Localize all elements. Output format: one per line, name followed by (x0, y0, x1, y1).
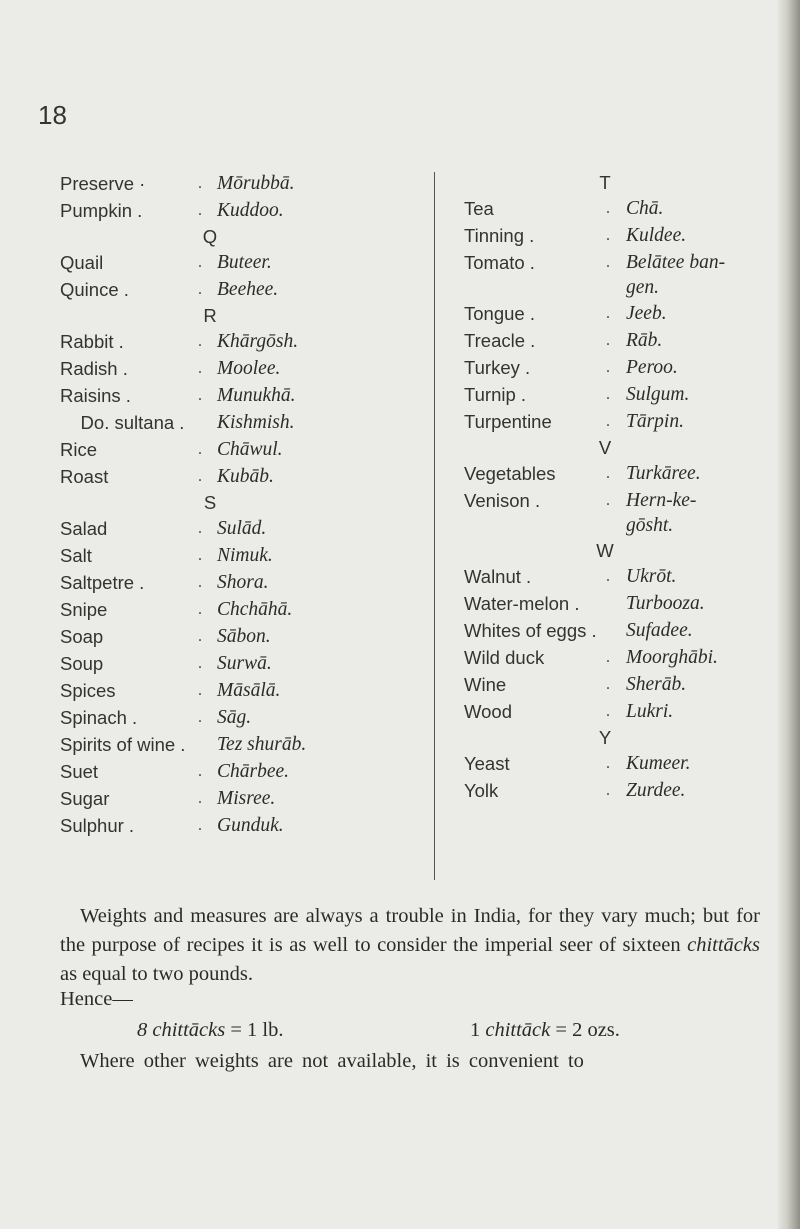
leader-dot: . (198, 655, 202, 672)
glossary-entry (450, 590, 770, 617)
glossary-entry (450, 617, 770, 644)
translation: Nimuk. (217, 545, 273, 566)
glossary-entry (60, 812, 440, 839)
english-term: Wood (464, 701, 512, 722)
english-term: Wild duck (464, 647, 545, 668)
english-term: Turnip . (464, 384, 527, 405)
translation: Chā. (626, 198, 664, 219)
translation: Ukrōt. (626, 566, 677, 587)
glossary-entry (60, 249, 440, 276)
equation2-pre: 1 (470, 1019, 486, 1041)
section-letter: Q (202, 226, 218, 247)
glossary-entry (60, 276, 440, 303)
translation: Māsālā. (217, 680, 281, 701)
leader-dot: . (606, 413, 610, 430)
translation: Misree. (217, 788, 276, 809)
translation: Hern-ke- (626, 490, 697, 511)
translation: Peroo. (626, 357, 678, 378)
glossary-entry (450, 563, 770, 590)
glossary-entry (450, 777, 770, 804)
english-term: Salt (60, 545, 92, 566)
equation1-rest: = 1 lb. (225, 1019, 284, 1041)
section-letter: R (203, 305, 217, 326)
english-term: Quince . (60, 279, 129, 300)
translation: Turkāree. (626, 463, 701, 484)
translation: Moorghābi. (626, 647, 718, 668)
english-term: Yeast (464, 753, 510, 774)
page-edge-shadow (778, 0, 800, 1229)
leader-dot: . (198, 790, 202, 807)
leader-dot: . (606, 703, 610, 720)
glossary-entry (60, 596, 440, 623)
glossary-entry (60, 515, 440, 542)
translation: Sulgum. (626, 384, 690, 405)
translation: Chārbee. (217, 761, 290, 782)
translation: Surwā. (217, 653, 272, 674)
glossary-entry (60, 197, 440, 224)
translation: Beehee. (217, 279, 279, 300)
leader-dot: . (198, 520, 202, 537)
translation: Kuldee. (626, 225, 687, 246)
weights-text-2: as equal to two pounds. (60, 963, 254, 985)
glossary-entry (60, 463, 440, 490)
english-term: Spirits of wine . (60, 734, 186, 755)
leader-dot: . (606, 568, 610, 585)
glossary-entry (60, 785, 440, 812)
leader-dot: . (198, 387, 202, 404)
glossary-right-column (450, 170, 770, 804)
glossary-entry (60, 170, 440, 197)
translation: Chāwul. (217, 439, 283, 460)
english-term: Spinach . (60, 707, 138, 728)
english-term: Yolk (464, 780, 499, 801)
leader-dot: . (606, 200, 610, 217)
equation1-italic: 8 chittācks (137, 1019, 226, 1041)
glossary-entry (450, 460, 770, 487)
english-term: Tomato . (464, 252, 535, 273)
equation2-rest: = 2 ozs. (550, 1019, 620, 1041)
glossary-entry (60, 650, 440, 677)
english-term: Treacle . (464, 330, 536, 351)
glossary-entry (450, 408, 770, 435)
equation-chittack-ounces (470, 1019, 620, 1042)
glossary-entry (450, 222, 770, 249)
section-letter: Y (598, 727, 612, 748)
translation: Sulād. (217, 518, 267, 539)
glossary-entry (60, 569, 440, 596)
leader-dot: . (198, 281, 202, 298)
weights-text-1: Weights and measures are always a trouble in India, for they vary much; but for the purpose of recipes it is as well to consider the imperial seer of sixteen (60, 905, 760, 956)
english-term: Raisins . (60, 385, 131, 406)
leader-dot: . (198, 601, 202, 618)
leader-dot: . (606, 359, 610, 376)
translation: Kumeer. (626, 753, 691, 774)
leader-dot: . (198, 817, 202, 834)
glossary-entry (60, 436, 440, 463)
translation: gen. (626, 277, 660, 298)
leader-dot: . (198, 175, 202, 192)
translation: Kuddoo. (217, 200, 284, 221)
english-term: Walnut . (464, 566, 532, 587)
column-divider (434, 172, 435, 880)
leader-dot: . (198, 682, 202, 699)
english-term: Pumpkin . (60, 200, 143, 221)
leader-dot: . (198, 628, 202, 645)
translation: Rāb. (626, 330, 663, 351)
translation: Kubāb. (217, 466, 274, 487)
glossary-entry (450, 381, 770, 408)
translation: Gunduk. (217, 815, 284, 836)
leader-dot: . (606, 254, 610, 271)
glossary-entry (60, 382, 440, 409)
translation: Sāg. (217, 707, 252, 728)
translation: Belātee ban- (626, 252, 726, 273)
leader-dot: . (198, 254, 202, 271)
glossary-entry (60, 677, 440, 704)
glossary-entry (60, 623, 440, 650)
english-term: Salad (60, 518, 108, 539)
hence-label: Hence— (60, 988, 133, 1010)
other-weights-paragraph: Where other weights are not available, it is convenient to (80, 1050, 584, 1072)
english-term: Turpentine (464, 411, 552, 432)
glossary-entry (450, 487, 770, 514)
glossary-entry (60, 328, 440, 355)
glossary-entry (60, 704, 440, 731)
glossary-entry (60, 731, 440, 758)
translation: Khārgōsh. (217, 331, 299, 352)
english-term: Venison . (464, 490, 541, 511)
english-term: Rabbit . (60, 331, 124, 352)
translation: Moolee. (217, 358, 281, 379)
english-term: Snipe (60, 599, 108, 620)
glossary-entry (450, 354, 770, 381)
leader-dot: . (606, 755, 610, 772)
page-number: 18 (38, 100, 67, 130)
translation: Mōrubbā. (217, 173, 295, 194)
weights-text-italic: chittācks (687, 934, 760, 956)
english-term: Sulphur . (60, 815, 135, 836)
translation-continuation (450, 514, 770, 538)
glossary-entry (450, 671, 770, 698)
translation: Munukhā. (217, 385, 296, 406)
english-term: Soup (60, 653, 104, 674)
translation: Shora. (217, 572, 269, 593)
equation-chittacks-pound (137, 1019, 284, 1042)
section-letter: T (599, 172, 611, 193)
translation: Jeeb. (626, 303, 667, 324)
translation: Sābon. (217, 626, 271, 647)
english-term: Soap (60, 626, 104, 647)
leader-dot: . (606, 227, 610, 244)
english-term: Saltpetre . (60, 572, 145, 593)
translation: Chchāhā. (217, 599, 293, 620)
leader-dot: . (198, 547, 202, 564)
translation-continuation (450, 276, 770, 300)
translation: Sufadee. (626, 620, 693, 641)
leader-dot: . (198, 468, 202, 485)
translation: Turbooza. (626, 593, 705, 614)
glossary-entry (450, 249, 770, 276)
translation: Kishmish. (217, 412, 295, 433)
section-letter: V (598, 437, 612, 458)
leader-dot: . (198, 360, 202, 377)
leader-dot: . (198, 441, 202, 458)
english-term: Whites of eggs . (464, 620, 597, 641)
leader-dot: . (198, 202, 202, 219)
glossary-entry (450, 750, 770, 777)
translation: Lukri. (626, 701, 674, 722)
glossary-entry (60, 542, 440, 569)
glossary-entry (60, 758, 440, 785)
glossary-entry (450, 698, 770, 725)
translation: Zurdee. (626, 780, 686, 801)
translation: Tārpin. (626, 411, 684, 432)
leader-dot: . (198, 709, 202, 726)
leader-dot: . (606, 386, 610, 403)
leader-dot: . (606, 676, 610, 693)
english-term: Spices (60, 680, 116, 701)
english-term: Quail (60, 252, 104, 273)
glossary-entry (450, 644, 770, 671)
leader-dot: . (606, 492, 610, 509)
english-term: Water-melon . (464, 593, 580, 614)
english-term: Turkey . (464, 357, 531, 378)
english-term: Suet (60, 761, 99, 782)
english-term: Wine (464, 674, 507, 695)
section-letter: W (596, 540, 614, 561)
english-term: Vegetables (464, 463, 556, 484)
glossary-entry (60, 355, 440, 382)
leader-dot: . (198, 333, 202, 350)
english-term: Tinning . (464, 225, 535, 246)
glossary-entry (450, 327, 770, 354)
leader-dot: . (606, 305, 610, 322)
translation: gōsht. (626, 515, 674, 536)
leader-dot: . (198, 763, 202, 780)
english-term: Tongue . (464, 303, 535, 324)
english-term: Radish . (60, 358, 128, 379)
weights-paragraph (60, 902, 760, 989)
glossary-entry (450, 195, 770, 222)
english-term: Sugar (60, 788, 110, 809)
english-term: Roast (60, 466, 109, 487)
translation: Sherāb. (626, 674, 687, 695)
leader-dot: . (198, 574, 202, 591)
glossary-entry (450, 300, 770, 327)
english-term: Rice (60, 439, 98, 460)
translation: Buteer. (217, 252, 272, 273)
section-letter: S (203, 492, 217, 513)
glossary-left-column (60, 170, 440, 839)
english-term: Do. sultana . (60, 412, 185, 433)
leader-dot: . (606, 649, 610, 666)
leader-dot: . (606, 465, 610, 482)
leader-dot: . (606, 332, 610, 349)
english-term: Tea (464, 198, 494, 219)
translation: Tez shurāb. (217, 734, 307, 755)
glossary-entry (60, 409, 440, 436)
english-term: Preserve · (60, 173, 146, 194)
leader-dot: . (606, 782, 610, 799)
equation2-italic: chittāck (485, 1019, 551, 1041)
